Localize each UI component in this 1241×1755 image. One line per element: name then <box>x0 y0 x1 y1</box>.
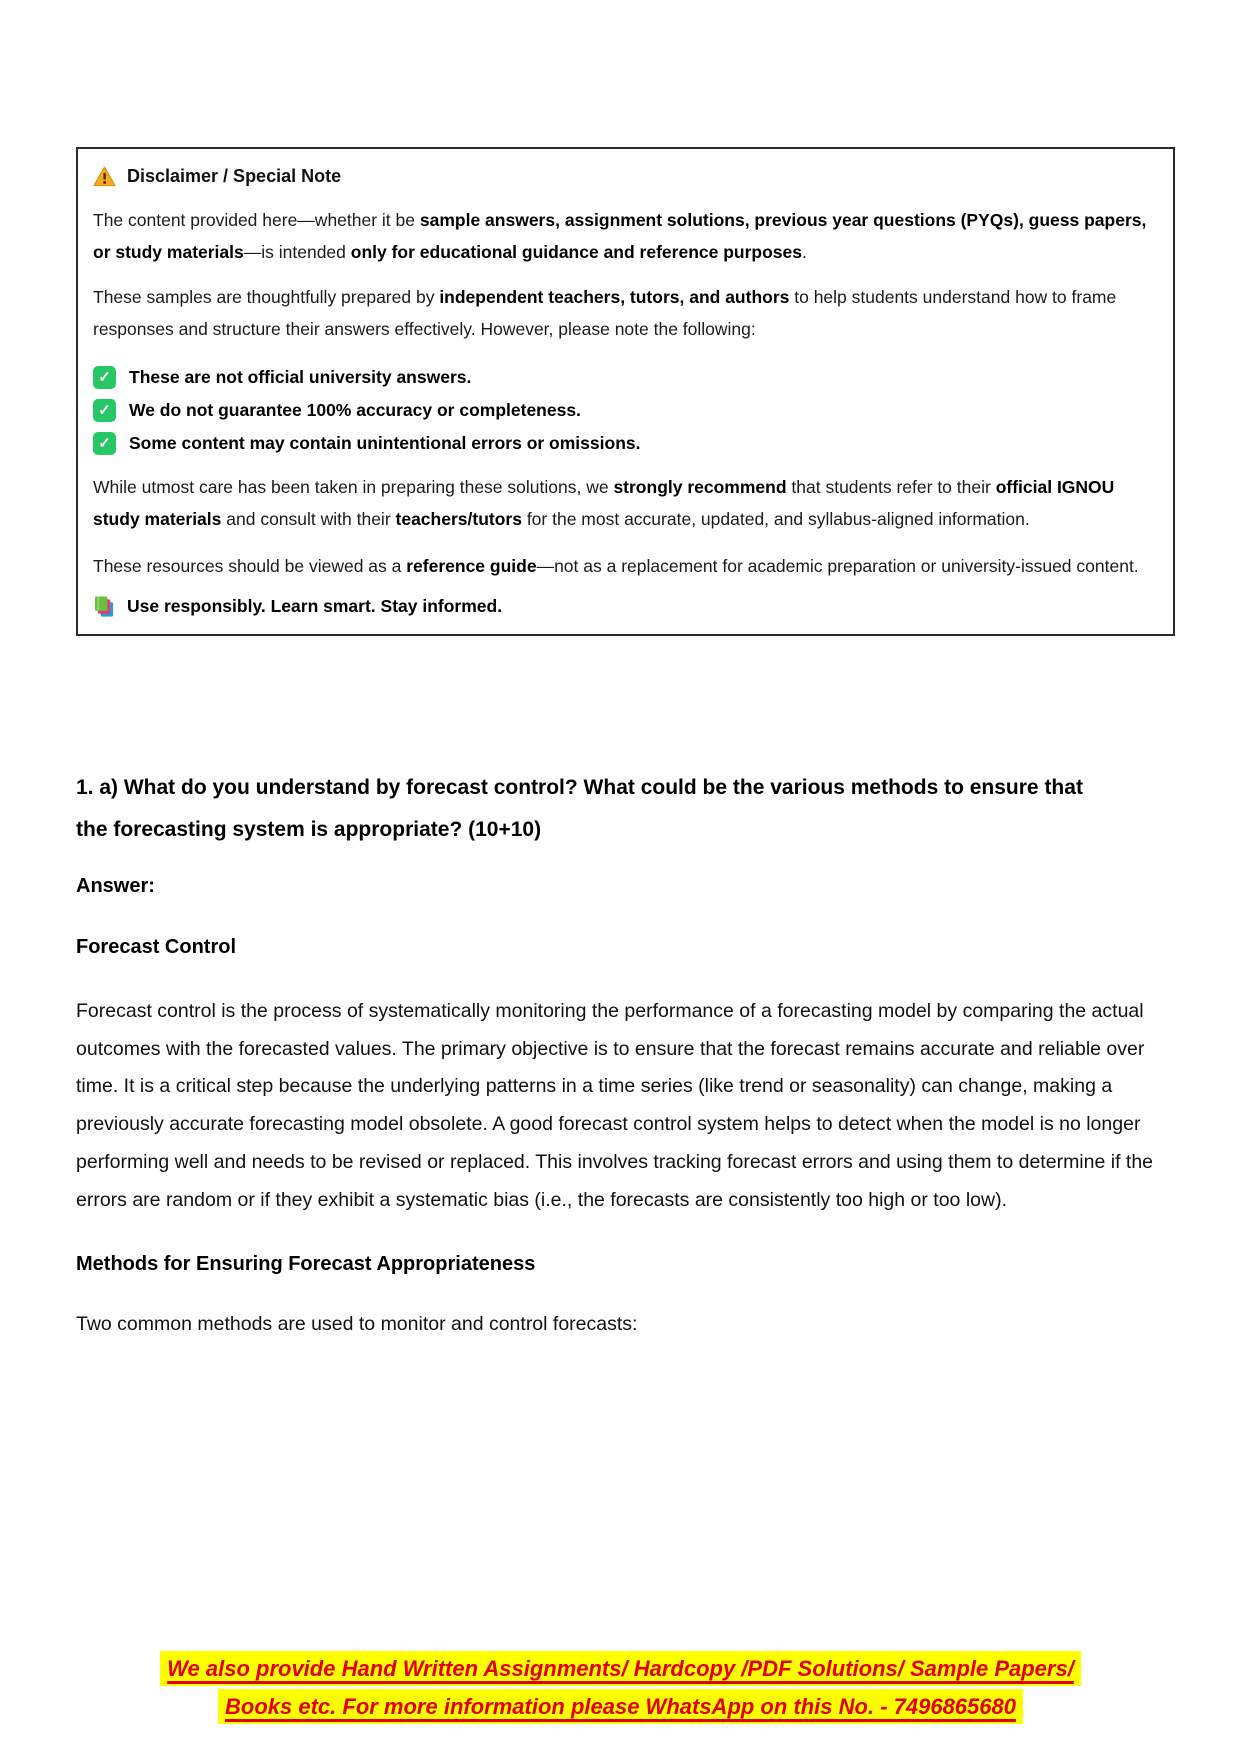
green-check-icon: ✓ <box>93 399 116 422</box>
promo-line-1: We also provide Hand Written Assignments/ Hardcopy /PDF Solutions/ Sample Papers/ <box>160 1651 1081 1686</box>
answer-label: Answer: <box>76 875 155 897</box>
books-icon <box>93 595 116 618</box>
checklist-item-text: We do not guarantee 100% accuracy or completeness. <box>129 400 581 420</box>
disclaimer-paragraph-1: The content provided here—whether it be sample answers, assignment solutions, previous year questions (PYQs), guess papers, or study materials—is intended only for educational guidance and reference purposes. <box>93 210 1147 262</box>
forecast-control-paragraph: Forecast control is the process of systematically monitoring the performance of a forecasting model by comparing the actual outcomes with the forecasted values. The primary objective is to ensure that the forecast remains accurate and reliable over time. It is a critical step because the underlying patterns in a time series (like trend or seasonality) can change, making a previously accurate forecasting model obsolete. A good forecast control system helps to detect when the model is no longer performing well and needs to be revised or replaced. This involves tracking forecast errors and using them to determine if the errors are random or if they exhibit a systematic bias (i.e., the forecasts are consistently too high or too low). <box>76 1000 1154 1211</box>
green-check-icon: ✓ <box>93 366 116 389</box>
checklist-item <box>93 361 1157 394</box>
disclaimer-paragraph-4: These resources should be viewed as a reference guide—not as a replacement for academic preparation or university-issued content. <box>93 556 1139 576</box>
question-heading: 1. a) What do you understand by forecast control? What could be the various methods to ensure that the forecasting system is appropriate? (10+10) <box>76 776 1083 841</box>
green-check-icon: ✓ <box>93 432 116 455</box>
checklist-item <box>93 427 1157 460</box>
disclaimer-footer-note <box>93 591 1157 622</box>
checklist-item <box>93 394 1157 427</box>
disclaimer-title: Disclaimer / Special Note <box>127 166 342 186</box>
disclaimer-box <box>76 147 1175 636</box>
methods-intro-paragraph: Two common methods are used to monitor and control forecasts: <box>76 1313 638 1336</box>
disclaimer-paragraph-2: These samples are thoughtfully prepared by independent teachers, tutors, and authors to help students understand how to frame responses and structure their answers effectively. However, please note the following: <box>93 287 1117 339</box>
disclaimer-footer-text: Use responsibly. Learn smart. Stay informed. <box>127 596 503 616</box>
checklist-item-text: These are not official university answers. <box>129 367 472 387</box>
promo-banner <box>0 1651 1241 1727</box>
warning-icon <box>93 165 116 188</box>
disclaimer-title-row <box>93 161 1157 191</box>
checklist-item-text: Some content may contain unintentional errors or omissions. <box>129 433 641 453</box>
section-heading-forecast-control: Forecast Control <box>76 936 237 958</box>
disclaimer-paragraph-3: While utmost care has been taken in preparing these solutions, we strongly recommend that students refer to their official IGNOU study materials and consult with their teachers/tutors for the most accurate, updated, and syllabus-aligned information. <box>93 477 1115 529</box>
promo-line-2: Books etc. For more information please WhatsApp on this No. - 7496865680 <box>218 1689 1023 1724</box>
disclaimer-checklist <box>93 361 1157 460</box>
section-heading-methods: Methods for Ensuring Forecast Appropriateness <box>76 1253 536 1276</box>
